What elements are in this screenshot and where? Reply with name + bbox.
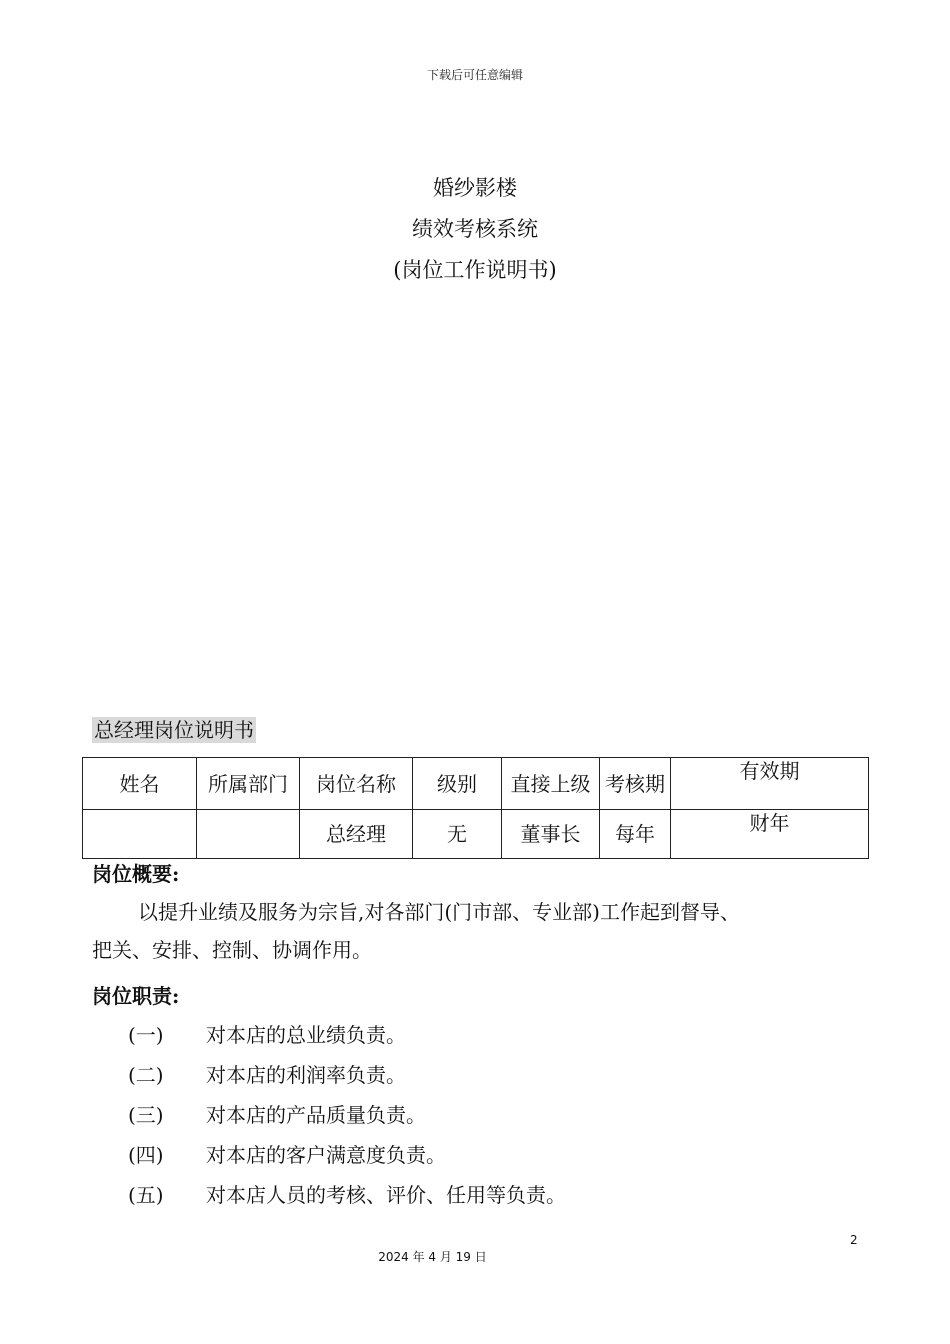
header-cell-review-period: 考核期	[600, 758, 671, 810]
cover-title-line3: (岗位工作说明书)	[393, 258, 557, 282]
overview-text-line2: 把关、安排、控制、协调作用。	[92, 938, 372, 962]
overview-text-line1: 以提升业绩及服务为宗旨,对各部门(门市部、专业部)工作起到督导、	[138, 900, 740, 924]
table-header-row	[83, 758, 869, 810]
duty-item-text: 对本店的利润率负责。	[206, 1063, 406, 1087]
section-title: 总经理岗位说明书	[94, 718, 254, 742]
duty-item-text: 对本店的总业绩负责。	[206, 1023, 406, 1047]
cell-review-period: 每年	[600, 810, 671, 859]
duty-item-number: (三)	[128, 1103, 164, 1127]
duty-item-number: (一)	[128, 1023, 164, 1047]
header-cell-department: 所属部门	[197, 758, 300, 810]
duty-item-number: (五)	[128, 1183, 164, 1207]
header-cell-name: 姓名	[83, 758, 197, 810]
header-cell-supervisor: 直接上级	[502, 758, 600, 810]
duty-item-number: (四)	[128, 1143, 164, 1167]
duty-item	[128, 1099, 426, 1128]
header-cell-validity: 有效期	[671, 758, 869, 810]
duty-item-text: 对本店人员的考核、评价、任用等负责。	[206, 1183, 566, 1207]
header-cell-level: 级别	[413, 758, 502, 810]
cell-position: 总经理	[300, 810, 413, 859]
duty-item	[128, 1019, 406, 1048]
header-cell-position: 岗位名称	[300, 758, 413, 810]
header-note: 下载后可任意编辑	[426, 68, 523, 82]
duties-heading: 岗位职责:	[92, 984, 180, 1008]
cell-name	[83, 810, 197, 859]
duty-item-text: 对本店的客户满意度负责。	[206, 1143, 446, 1167]
cover-title-line2: 绩效考核系统	[412, 217, 538, 241]
duty-item	[128, 1139, 446, 1168]
cell-department	[197, 810, 300, 859]
footer-date: 2024 年 4 月 19 日	[378, 1250, 487, 1264]
cell-level: 无	[413, 810, 502, 859]
position-info-table	[82, 757, 869, 859]
duty-item-number: (二)	[128, 1063, 164, 1087]
cell-supervisor: 董事长	[502, 810, 600, 859]
duty-item	[128, 1059, 406, 1088]
duty-item-text: 对本店的产品质量负责。	[206, 1103, 426, 1127]
cell-validity: 财年	[671, 810, 869, 859]
table-row	[83, 810, 869, 859]
duty-item	[128, 1179, 566, 1208]
cover-title-line1: 婚纱影楼	[433, 176, 517, 200]
overview-heading: 岗位概要:	[92, 862, 180, 886]
page-number: 2	[850, 1233, 858, 1247]
